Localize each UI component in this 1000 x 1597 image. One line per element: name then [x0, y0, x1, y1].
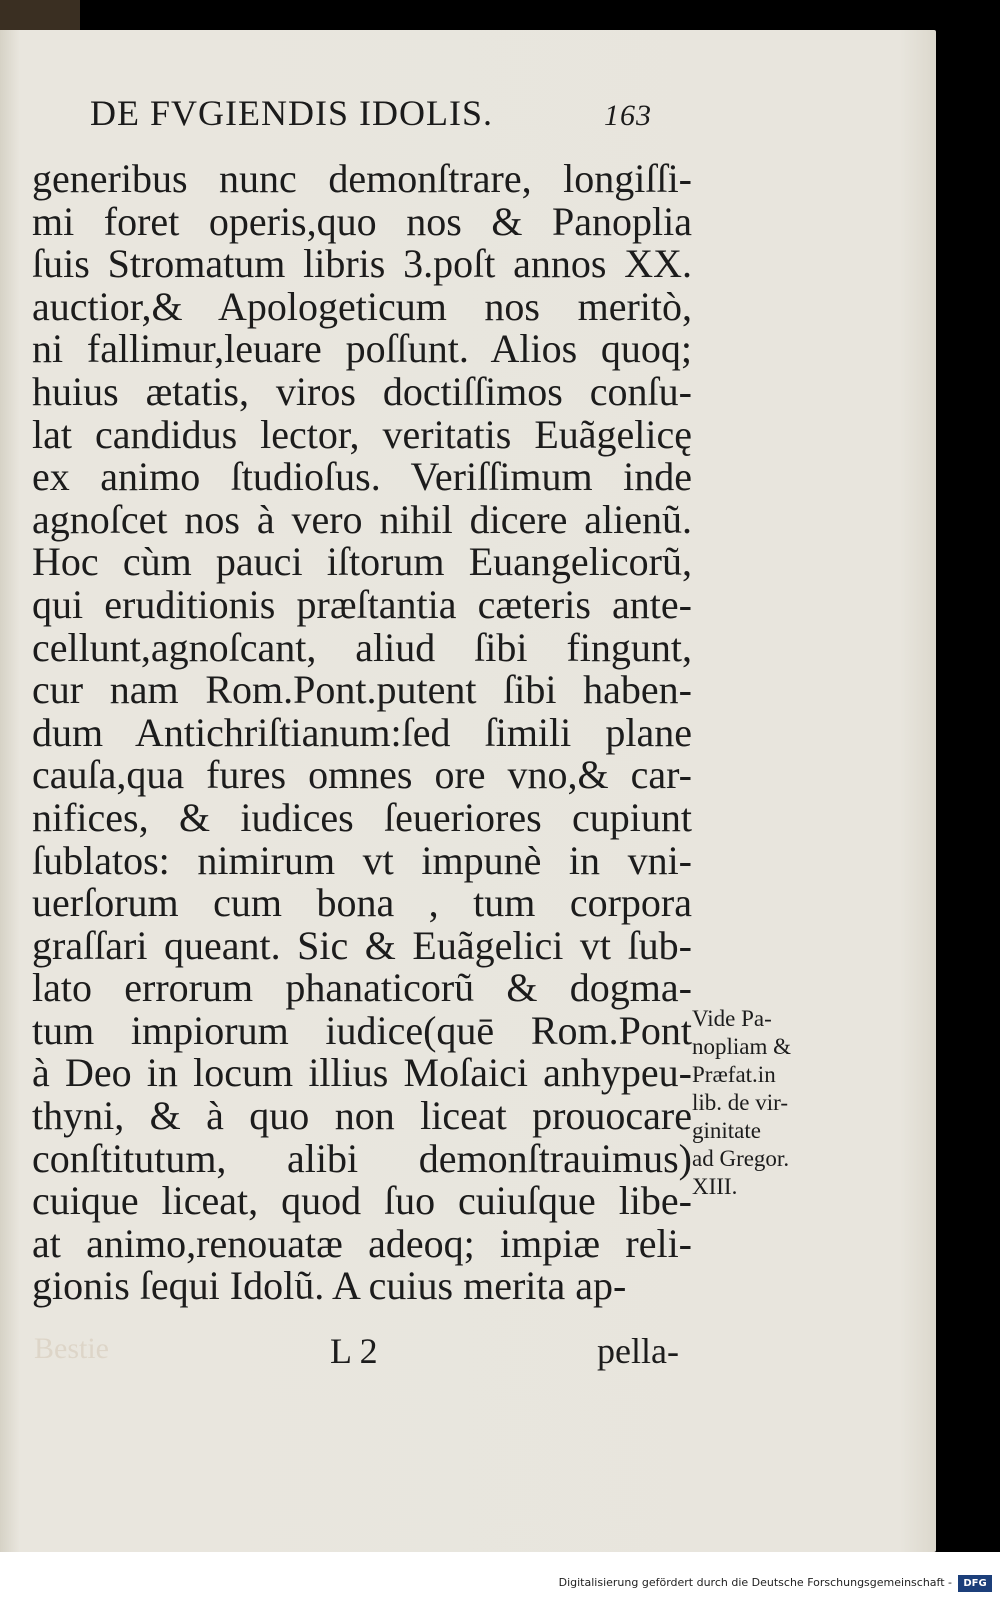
- signature-mark: L 2: [330, 1331, 378, 1371]
- margin-note-line: ad Gregor.: [692, 1146, 790, 1171]
- text-line: dum Antichriſtianum:ſed ſimili plane: [32, 709, 692, 755]
- catchword: pella-: [597, 1331, 679, 1371]
- text-line: conſtitutum, alibi demonſtrauimus): [32, 1135, 692, 1181]
- text-line: tum impiorum iudice(quē Rom.Pont: [32, 1007, 692, 1053]
- text-line: thyni, & à quo non liceat prouocare: [32, 1093, 692, 1139]
- margin-note-line: nopliam &: [692, 1034, 792, 1059]
- text-line: lato errorum phanaticorũ & dogma-: [32, 965, 692, 1011]
- text-line: cauſa,qua fures omnes ore vno,& car-: [32, 752, 692, 798]
- margin-note-line: Præfat.in: [692, 1062, 776, 1087]
- text-line: auctior,& Apologeticum nos meritò,: [32, 283, 692, 329]
- text-line: cuique liceat, quod ſuo cuiuſque libe-: [32, 1178, 692, 1224]
- marginal-note: [692, 1005, 842, 1201]
- text-line: huius ætatis, viros doctiſſimos conſu-: [32, 368, 692, 414]
- text-line: ni fallimur,leuare poſſunt. Alios quoq;: [32, 326, 692, 372]
- digitization-footer: [0, 1552, 1000, 1597]
- book-page: [0, 30, 936, 1552]
- page-number: 163: [604, 99, 652, 132]
- text-line: gionis ſequi Idolũ. A cuius merita ap-: [32, 1263, 627, 1309]
- text-line: qui eruditionis præſtantia cæteris ante-: [32, 581, 692, 627]
- text-line: ſuis Stromatum libris 3.poſt annos XX.: [32, 241, 692, 287]
- margin-note-line: ginitate: [692, 1118, 761, 1143]
- text-line: cur nam Rom.Pont.putent ſibi haben-: [32, 667, 692, 713]
- body-text: [32, 158, 692, 1308]
- margin-note-line: Vide Pa-: [692, 1006, 772, 1031]
- text-line: ſublatos: nimirum vt impunè in vni-: [32, 837, 692, 883]
- dfg-logo: DFG: [958, 1575, 992, 1592]
- text-line: generibus nunc demonſtrare, longiſſi-: [32, 156, 692, 201]
- bleed-through-text: Bestie: [34, 1332, 109, 1365]
- text-line: à Deo in locum illius Moſaici anhypeu-: [32, 1050, 692, 1096]
- text-line: ex animo ſtudioſus. Veriſſimum inde: [32, 454, 692, 500]
- running-title: DE FVGIENDIS IDOLIS.: [90, 93, 493, 133]
- text-line: cellunt,agnoſcant, aliud ſibi fingunt,: [32, 624, 692, 670]
- text-line: at animo,renouatæ adeoq; impiæ reli-: [32, 1220, 692, 1266]
- margin-note-line: XIII.: [692, 1174, 738, 1199]
- margin-note-line: lib. de vir-: [692, 1090, 788, 1115]
- text-line: graſſari queant. Sic & Euãgelici vt ſub-: [32, 922, 692, 968]
- text-line: agnoſcet nos à vero nihil dicere alienũ.: [32, 496, 692, 542]
- text-line: nifices, & iudices ſeueriores cupiunt: [32, 794, 692, 840]
- running-header: [90, 92, 690, 134]
- book-spine-edge: [0, 0, 80, 30]
- text-line: mi foret operis,quo nos & Panoplia: [32, 198, 692, 244]
- funding-credit: Digitalisierung gefördert durch die Deutsche Forschungsgemeinschaft -: [558, 1576, 952, 1589]
- text-line: lat candidus lector, veritatis Euãgelicę: [32, 411, 692, 457]
- text-line: uerſorum cum bona , tum corpora: [32, 880, 692, 926]
- text-line: Hoc cùm pauci iſtorum Euangelicorũ,: [32, 539, 692, 585]
